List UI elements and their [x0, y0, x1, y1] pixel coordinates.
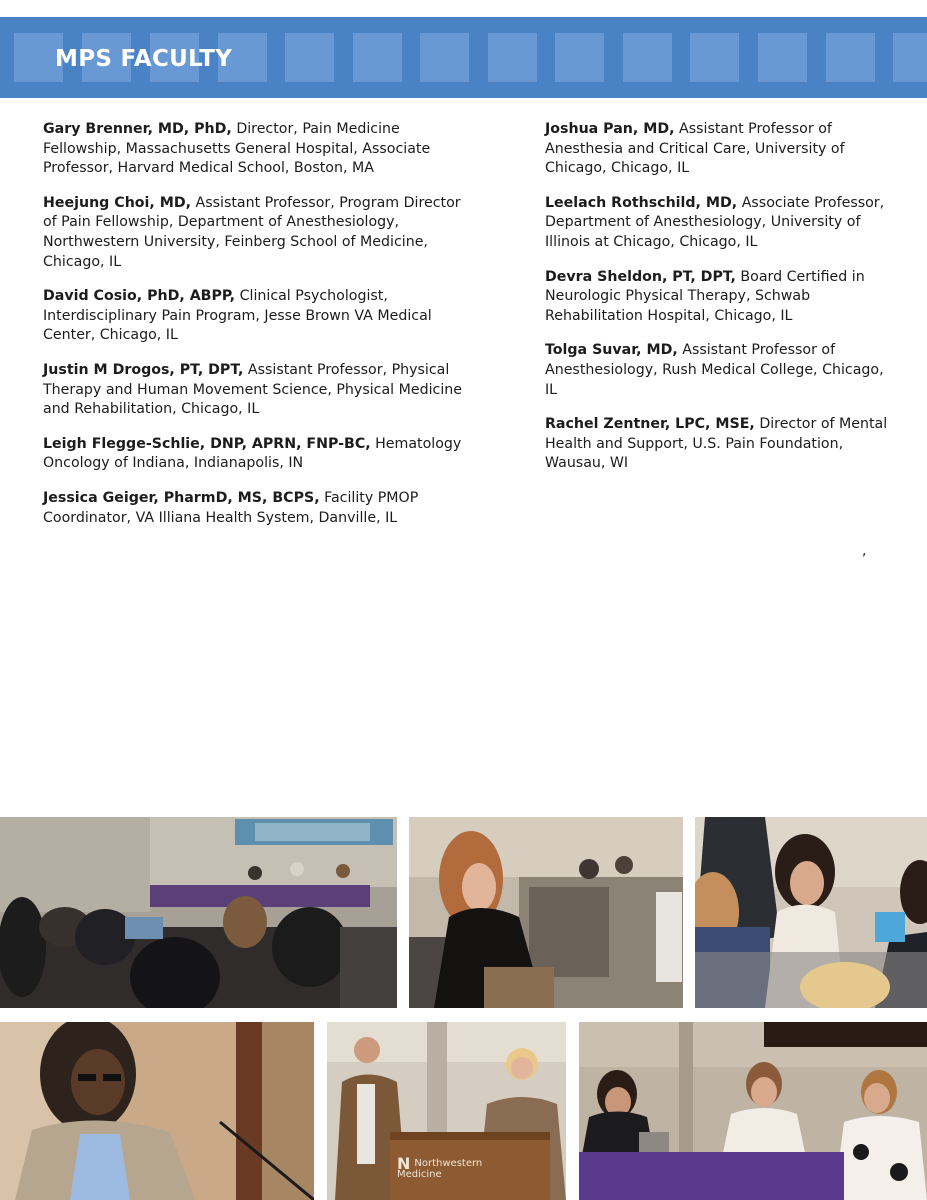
faculty-details: Assistant Professor of Anesthesia and Critical Care, University of Chicago, Chicago, IL	[545, 121, 845, 177]
photo-attendee-speaking	[409, 817, 683, 1008]
faculty-name: Rachel Zentner, LPC, MSE,	[545, 416, 755, 433]
faculty-list-left	[43, 120, 468, 543]
banner-square	[826, 33, 875, 82]
faculty-name: Gary Brenner, MD, PhD,	[43, 121, 232, 137]
faculty-entry	[43, 287, 468, 346]
faculty-list-right	[545, 120, 890, 489]
photo-panel-three-women	[579, 1022, 927, 1200]
faculty-name: Leigh Flegge-Schlie, DNP, APRN, FNP-BC,	[43, 435, 371, 452]
faculty-name: Devra Sheldon, PT, DPT,	[545, 268, 736, 285]
banner-square	[488, 33, 537, 82]
faculty-entry	[545, 268, 890, 327]
faculty-name: David Cosio, PhD, ABPP,	[43, 288, 236, 305]
faculty-name: Joshua Pan, MD,	[545, 121, 675, 137]
banner-square	[758, 33, 807, 82]
banner-square	[690, 33, 739, 82]
banner-square	[555, 33, 604, 82]
faculty-name: Jessica Geiger, PharmD, MS, BCPS,	[43, 489, 320, 506]
faculty-details: Assistant Professor, Program Director of Pain Fellowship, Department of Anesthesiology, Northwestern University, Feinberg School of Medicine, Chicago, IL	[43, 194, 461, 270]
photo-podium-speakers	[327, 1022, 566, 1200]
faculty-details: Assistant Professor of Anesthesiology, Rush Medical College, Chicago, IL	[545, 342, 884, 398]
banner-square	[893, 33, 927, 82]
faculty-details: Assistant Professor, Physical Therapy and Human Movement Science, Physical Medicine and Rehabilitation, Chicago, IL	[43, 361, 462, 418]
banner-square	[623, 33, 672, 82]
faculty-entry	[545, 341, 890, 400]
faculty-details: Clinical Psychologist, Interdisciplinary Pain Program, Jesse Brown VA Medical Center, Chicago, IL	[43, 288, 432, 344]
faculty-details: Facility PMOP Coordinator, VA Illiana Health System, Danville, IL	[43, 489, 419, 526]
faculty-name: Tolga Suvar, MD,	[545, 342, 678, 359]
header-banner	[0, 17, 927, 98]
faculty-entry	[43, 489, 468, 528]
faculty-name: Heejung Choi, MD,	[43, 194, 192, 211]
podium-logo-line2: Medicine	[397, 1169, 442, 1180]
faculty-name: Justin M Drogos, PT, DPT,	[43, 361, 244, 378]
banner-square	[285, 33, 334, 82]
faculty-details: Associate Professor, Department of Anesthesiology, University of Illinois at Chicago, Chicago, IL	[545, 194, 885, 250]
photo-speaker-woman-glasses	[0, 1022, 314, 1200]
faculty-entry	[43, 194, 468, 272]
faculty-name: Leelach Rothschild, MD,	[545, 194, 738, 211]
stray-comma: ,	[862, 543, 867, 559]
northwestern-logo-icon: N	[397, 1154, 411, 1173]
faculty-details: Board Certified in Neurologic Physical Therapy, Schwab Rehabilitation Hospital, Chicago, IL	[545, 268, 865, 324]
faculty-details: Director, Pain Medicine Fellowship, Massachusetts General Hospital, Associate Professor, Harvard Medical School, Boston, MA	[43, 121, 431, 177]
banner-square	[353, 33, 402, 82]
faculty-entry	[545, 194, 890, 253]
faculty-entry	[43, 361, 468, 420]
photo-conference-room-audience	[0, 817, 397, 1008]
faculty-details: Director of Mental Health and Support, U.S. Pain Foundation, Wausau, WI	[545, 416, 888, 472]
faculty-entry	[43, 435, 468, 474]
faculty-entry	[43, 120, 468, 179]
photo-panel-listeners	[695, 817, 927, 1008]
page-title: MPS FACULTY	[55, 46, 233, 72]
faculty-details: Hematology Oncology of Indiana, Indianapolis, IN	[43, 435, 462, 472]
faculty-entry	[545, 415, 890, 474]
faculty-entry	[545, 120, 890, 179]
banner-square	[420, 33, 469, 82]
podium-logo-line1: Northwestern	[414, 1158, 483, 1169]
podium-logo	[397, 1154, 547, 1180]
